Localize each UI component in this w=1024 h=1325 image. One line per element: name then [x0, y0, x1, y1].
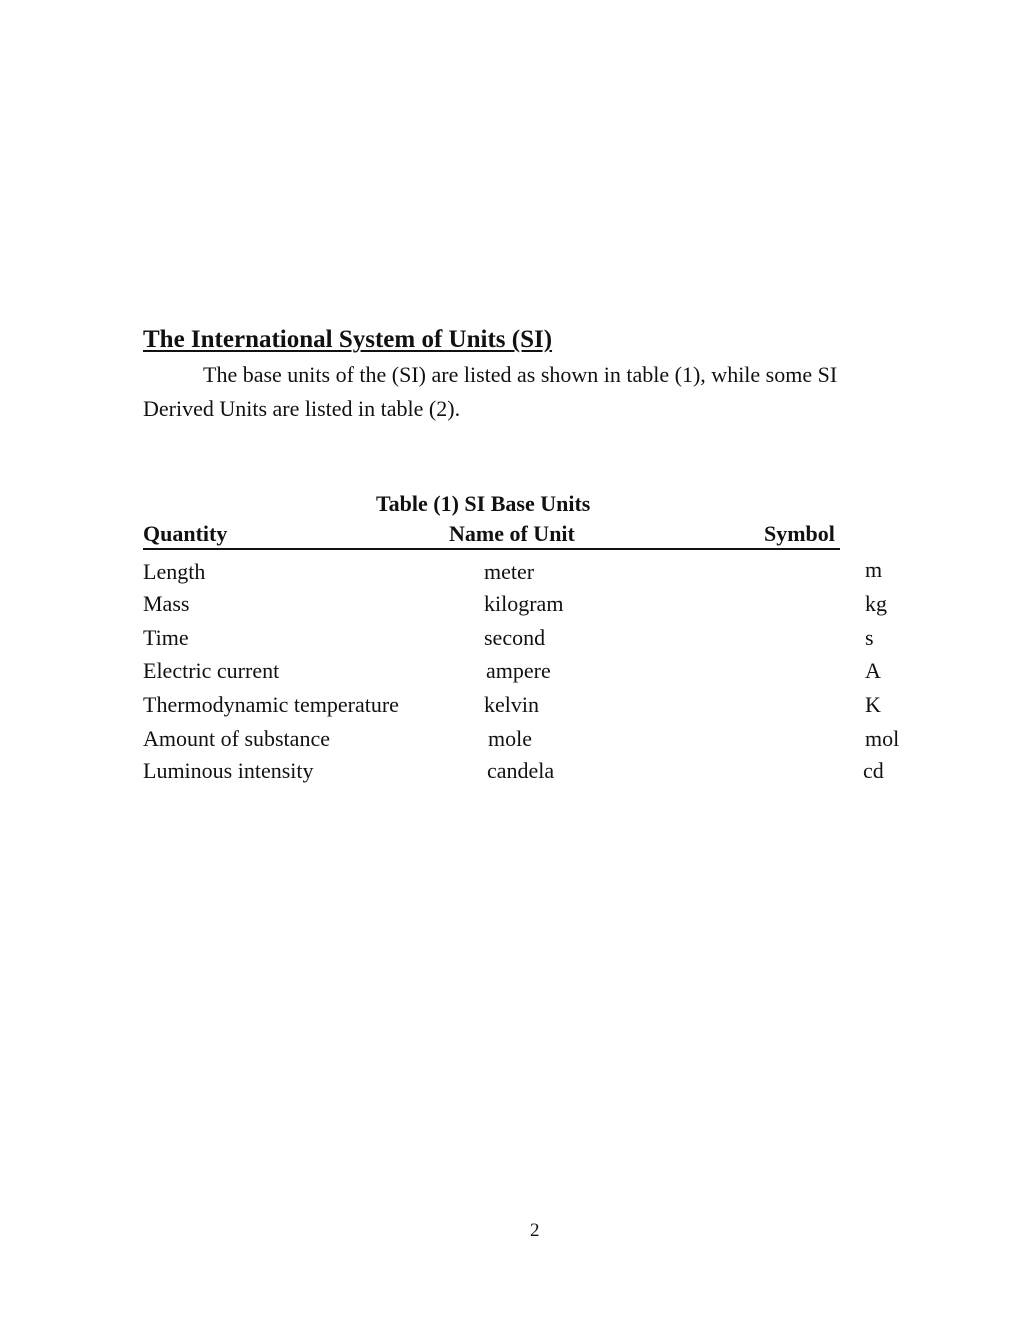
section-heading: The International System of Units (SI) — [143, 326, 553, 353]
table-header-rule — [143, 548, 840, 550]
table-cell-unit: kilogram — [484, 591, 564, 616]
table-cell-unit: candela — [487, 758, 555, 783]
table-cell-unit: meter — [484, 559, 535, 584]
column-header-symbol: Symbol — [764, 521, 835, 546]
table-cell-quantity: Electric current — [143, 658, 280, 683]
table-cell-symbol: K — [865, 692, 881, 717]
table-cell-symbol: kg — [865, 591, 887, 616]
table-cell-quantity: Luminous intensity — [143, 758, 314, 783]
table-cell-symbol: s — [865, 625, 874, 650]
table-cell-quantity: Amount of substance — [143, 726, 330, 751]
column-header-unit: Name of Unit — [449, 521, 575, 546]
table-cell-symbol: mol — [865, 726, 900, 751]
table-caption: Table (1) SI Base Units — [376, 491, 591, 516]
paragraph-line-1: The base units of the (SI) are listed as shown in table (1), while some SI — [203, 362, 838, 387]
table-cell-symbol: cd — [863, 758, 884, 783]
table-cell-unit: ampere — [486, 658, 551, 683]
table-cell-quantity: Thermodynamic temperature — [143, 692, 399, 717]
table-cell-unit: second — [484, 625, 546, 650]
page-number: 2 — [530, 1220, 540, 1241]
table-cell-quantity: Mass — [143, 591, 190, 616]
table-cell-unit: mole — [488, 726, 532, 751]
paragraph-line-2: Derived Units are listed in table (2). — [143, 396, 461, 421]
table-cell-unit: kelvin — [484, 692, 539, 717]
table-cell-symbol: m — [865, 557, 883, 582]
table-cell-quantity: Length — [143, 559, 206, 584]
column-header-quantity: Quantity — [143, 521, 228, 546]
table-cell-symbol: A — [865, 658, 881, 683]
table-cell-quantity: Time — [143, 625, 189, 650]
